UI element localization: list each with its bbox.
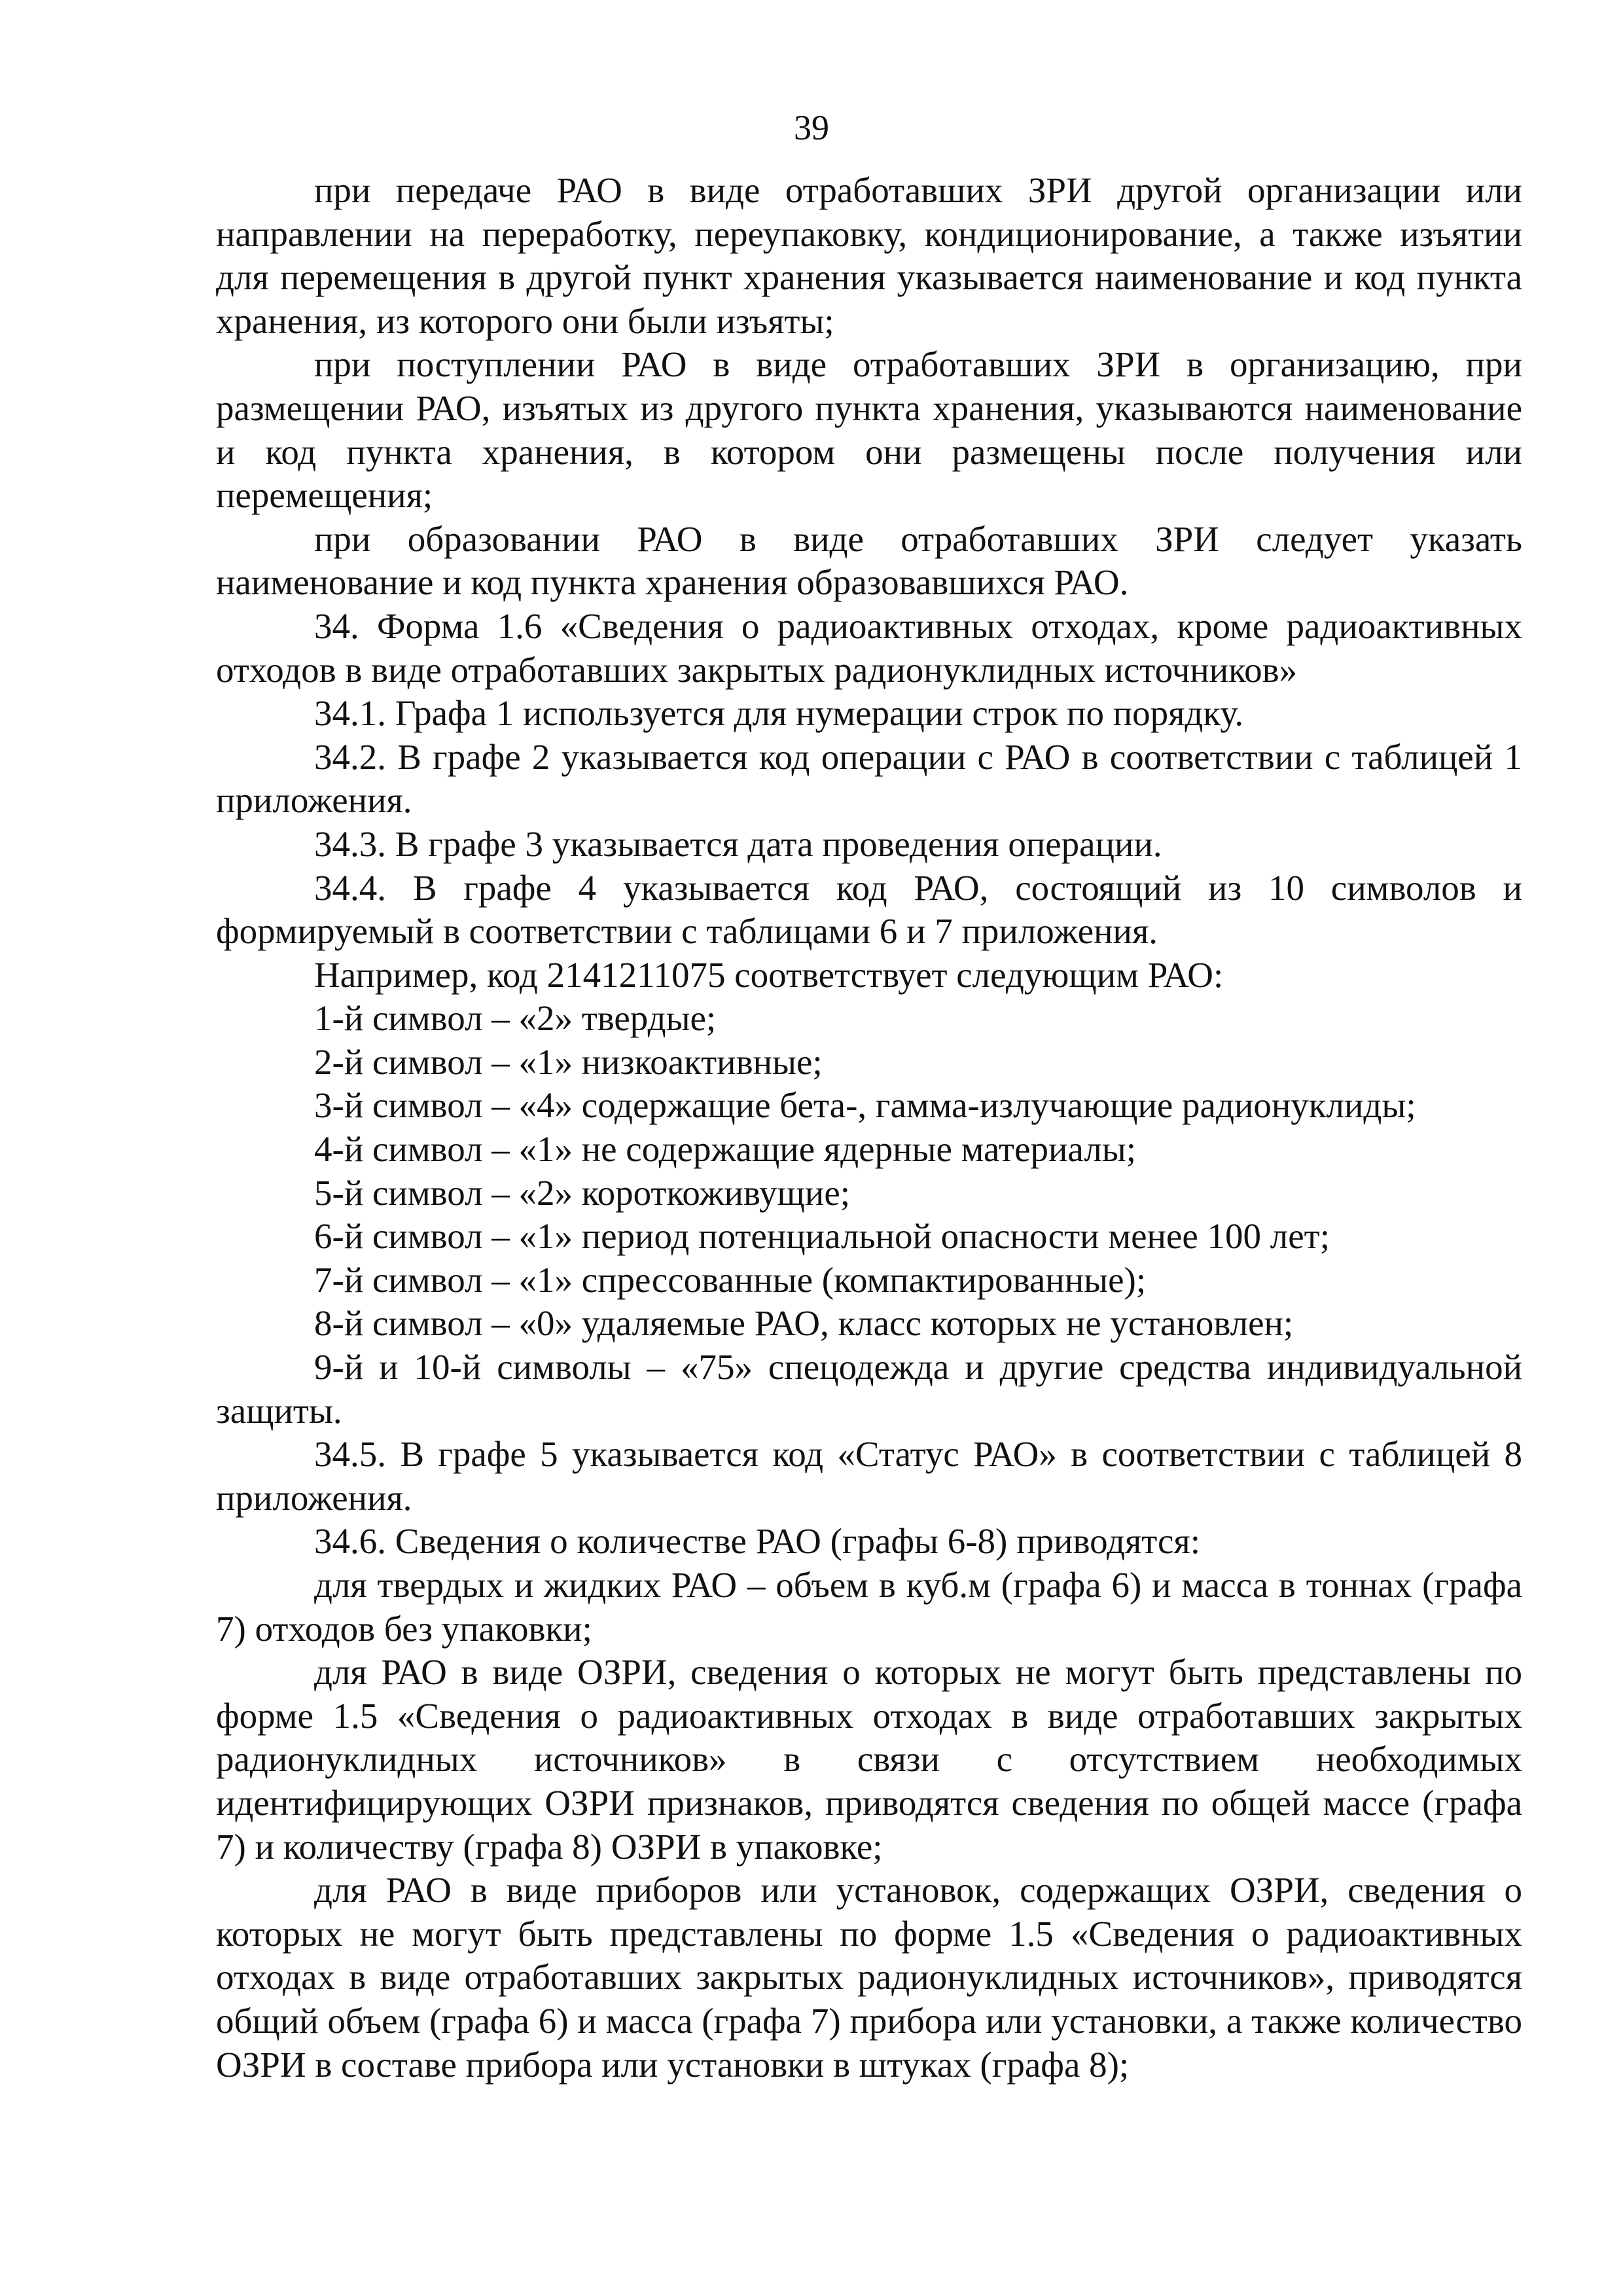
item-34-6: 34.6. Сведения о количестве РАО (графы 6-8) приводятся: bbox=[314, 1521, 1200, 1562]
document-body bbox=[216, 169, 1522, 2087]
item-34-2: 34.2. В графе 2 указывается код операции с РАО в соответствии с таблицей 1 приложения. bbox=[216, 736, 1522, 821]
paragraph-ozri: для РАО в виде ОЗРИ, сведения о которых не могут быть представлены по форме 1.5 «Сведения о радиоактивных отходах в виде отработавших закрытых радионуклидных источников» в связи с отсутствием необходимых идентифицирующих ОЗРИ признаков, приводятся сведения по общей массе (графа 7) и количеству (графа 8) ОЗРИ в упаковке; bbox=[216, 1652, 1522, 1867]
example-intro: Например, код 2141211075 соответствует следующим РАО: bbox=[314, 954, 1224, 995]
symbol-9-10: 9-й и 10-й символы – «75» спецодежда и другие средства индивидуальной защиты. bbox=[216, 1347, 1522, 1431]
paragraph-transfer: при передаче РАО в виде отработавших ЗРИ другой организации или направлении на переработку, переупаковку, кондиционирование, а также изъятии для перемещения в другой пункт хранения указывается наименование и код пункта хранения, из которого они были изъяты; bbox=[216, 170, 1522, 341]
symbol-6: 6-й символ – «1» период потенциальной опасности менее 100 лет; bbox=[314, 1216, 1330, 1257]
page-number: 39 bbox=[794, 108, 829, 147]
symbol-5: 5-й символ – «2» короткоживущие; bbox=[314, 1172, 851, 1213]
section-34-heading: 34. Форма 1.6 «Сведения о радиоактивных отходах, кроме радиоактивных отходов в виде отработавших закрытых радионуклидных источников» bbox=[216, 605, 1522, 690]
paragraph-formation: при образовании РАО в виде отработавших ЗРИ следует указать наименование и код пункта хранения образовавшихся РАО. bbox=[216, 518, 1522, 603]
paragraph-devices: для РАО в виде приборов или установок, содержащих ОЗРИ, сведения о которых не могут быть представлены по форме 1.5 «Сведения о радиоактивных отходах в виде отработавших закрытых радионуклидных источников», приводятся общий объем (графа 6) и масса (графа 7) прибора или установки, а также количество ОЗРИ в составе прибора или установки в штуках (графа 8); bbox=[216, 1870, 1522, 2085]
item-34-4: 34.4. В графе 4 указывается код РАО, состоящий из 10 символов и формируемый в соответствии с таблицами 6 и 7 приложения. bbox=[216, 867, 1522, 952]
symbol-2: 2-й символ – «1» низкоактивные; bbox=[314, 1041, 823, 1082]
symbol-1: 1-й символ – «2» твердые; bbox=[314, 998, 717, 1039]
item-34-1: 34.1. Графа 1 используется для нумерации строк по порядку. bbox=[314, 693, 1244, 734]
symbol-7: 7-й символ – «1» спрессованные (компактированные); bbox=[314, 1259, 1147, 1300]
symbol-4: 4-й символ – «1» не содержащие ядерные материалы; bbox=[314, 1129, 1137, 1170]
paragraph-solid-liquid: для твердых и жидких РАО – объем в куб.м (графа 6) и масса в тоннах (графа 7) отходов без упаковки; bbox=[216, 1565, 1522, 1649]
item-34-5: 34.5. В графе 5 указывается код «Статус РАО» в соответствии с таблицей 8 приложения. bbox=[216, 1434, 1522, 1518]
item-34-3: 34.3. В графе 3 указывается дата проведения операции. bbox=[314, 823, 1162, 864]
paragraph-receipt: при поступлении РАО в виде отработавших ЗРИ в организацию, при размещении РАО, изъятых из другого пункта хранения, указываются наименование и код пункта хранения, в котором они размещены после получения или перемещения; bbox=[216, 344, 1522, 516]
symbol-8: 8-й символ – «0» удаляемые РАО, класс которых не установлен; bbox=[314, 1303, 1294, 1344]
symbol-3: 3-й символ – «4» содержащие бета-, гамма-излучающие радионуклиды; bbox=[314, 1085, 1416, 1126]
